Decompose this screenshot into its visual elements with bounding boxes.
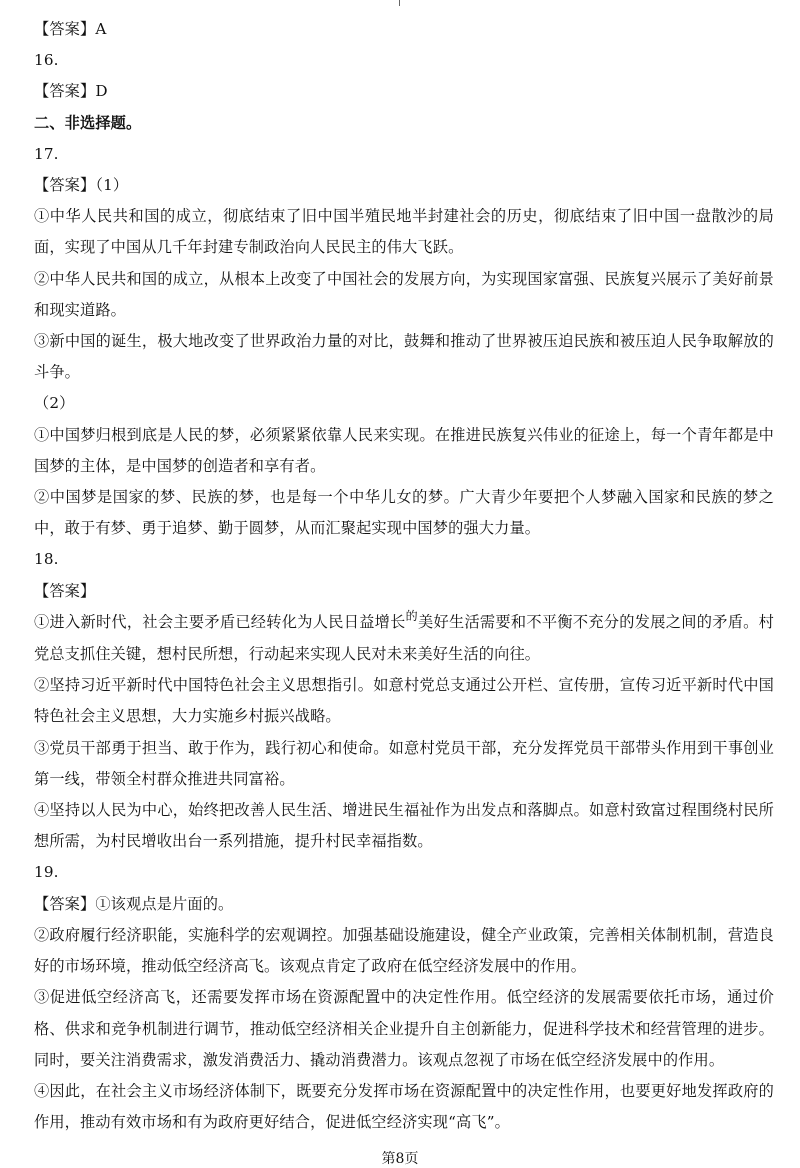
question-19-point: ②政府履行经济职能，实施科学的宏观调控。加强基础设施建设，健全产业政策，完善相关体制机制，营造良好的市场环境，推动低空经济高飞。该观点肯定了政府在低空经济发展中的作用。 [34,925,774,976]
prev-question-answer: 【答案】A [34,20,107,38]
question-18-point: ④坚持以人民为中心，始终把改善人民生活、增进民生福祉作为出发点和落脚点。如意村致富过程围绕村民所想所需，为村民增收出台一系列措施，提升村民幸福指数。 [34,801,774,851]
question-17-part1-point: ①中华人民共和国的成立，彻底结束了旧中国半殖民地半封建社会的历史，彻底结束了旧中国一盘散沙的局面，实现了中国从几千年封建专制政治向人民民主的伟大飞跃。 [34,207,774,257]
page-number: 第8页 [381,1151,419,1167]
top-margin-mark [399,0,400,6]
question-18-number: 18. [34,550,59,569]
section-title: 二、非选择题。 [34,113,142,132]
question-16-answer: 【答案】D [34,82,108,101]
question-17-part1-point: ②中华人民共和国的成立，从根本上改变了中国社会的发展方向，为实现国家富强、民族复兴展示了美好前景和现实道路。 [34,269,774,319]
question-17-part2-point: ②中国梦是国家的梦、民族的梦，也是每一个中华儿女的梦。广大青少年要把个人梦融入国家和民族的梦之中，敢于有梦、勇于追梦、勤于圆梦，从而汇聚起实现中国梦的强大力量。 [34,488,774,538]
question-19-answer-head: 【答案】①该观点是片面的。 [34,894,234,913]
question-19-number: 19. [34,863,59,882]
question-18-point-1-end: 美好生活需要和不平衡不充分的发展之间的矛盾。村党总支抓住关键，想村民所想，行动起来实现人民对未来美好生活的向往。 [34,612,775,664]
question-18-point-1 [34,607,774,670]
question-18-point-1-superscript: 的 [405,608,418,623]
question-19-point: ④因此，在社会主义市场经济体制下，既要充分发挥市场在资源配置中的决定性作用，也要更好地发挥政府的作用，推动有效市场和有为政府更好结合，促进低空经济实现“高飞”。 [34,1081,774,1132]
question-18-answer-head: 【答案】 [34,581,96,600]
question-17-answer-head: 【答案】（1） [34,176,129,195]
question-16-number: 16. [34,51,59,70]
question-17-number: 17. [34,144,59,163]
question-17-part2-label: （2） [34,394,75,413]
question-18-point-1-start: ①进入新时代，社会主要矛盾已经转化为人民日益增长 [34,612,406,631]
question-17-part2-point: ①中国梦归根到底是人民的梦，必须紧紧依靠人民来实现。在推进民族复兴伟业的征途上，每一个青年都是中国梦的主体，是中国梦的创造者和享有者。 [34,425,774,475]
question-18-point: ③党员干部勇于担当、敢于作为，践行初心和使命。如意村党员干部，充分发挥党员干部带头作用到干事创业第一线，带领全村群众推进共同富裕。 [34,738,774,788]
answer-content [34,14,774,1138]
question-17-part1-point: ③新中国的诞生，极大地改变了世界政治力量的对比，鼓舞和推动了世界被压迫民族和被压迫人民争取解放的斗争。 [34,332,774,382]
question-19-point: ③促进低空经济高飞，还需要发挥市场在资源配置中的决定性作用。低空经济的发展需要依托市场，通过价格、供求和竞争机制进行调节，推动低空经济相关企业提升自主创新能力，促进科学技术和经营管理的进步。同时，要关注消费需求，激发消费活力、撬动消费潜力。该观点忽视了市场在低空经济发展中的作用。 [34,988,774,1069]
question-18-point: ②坚持习近平新时代中国特色社会主义思想指引。如意村党总支通过公开栏、宣传册，宣传习近平新时代中国特色社会主义思想，大力实施乡村振兴战略。 [34,676,774,726]
